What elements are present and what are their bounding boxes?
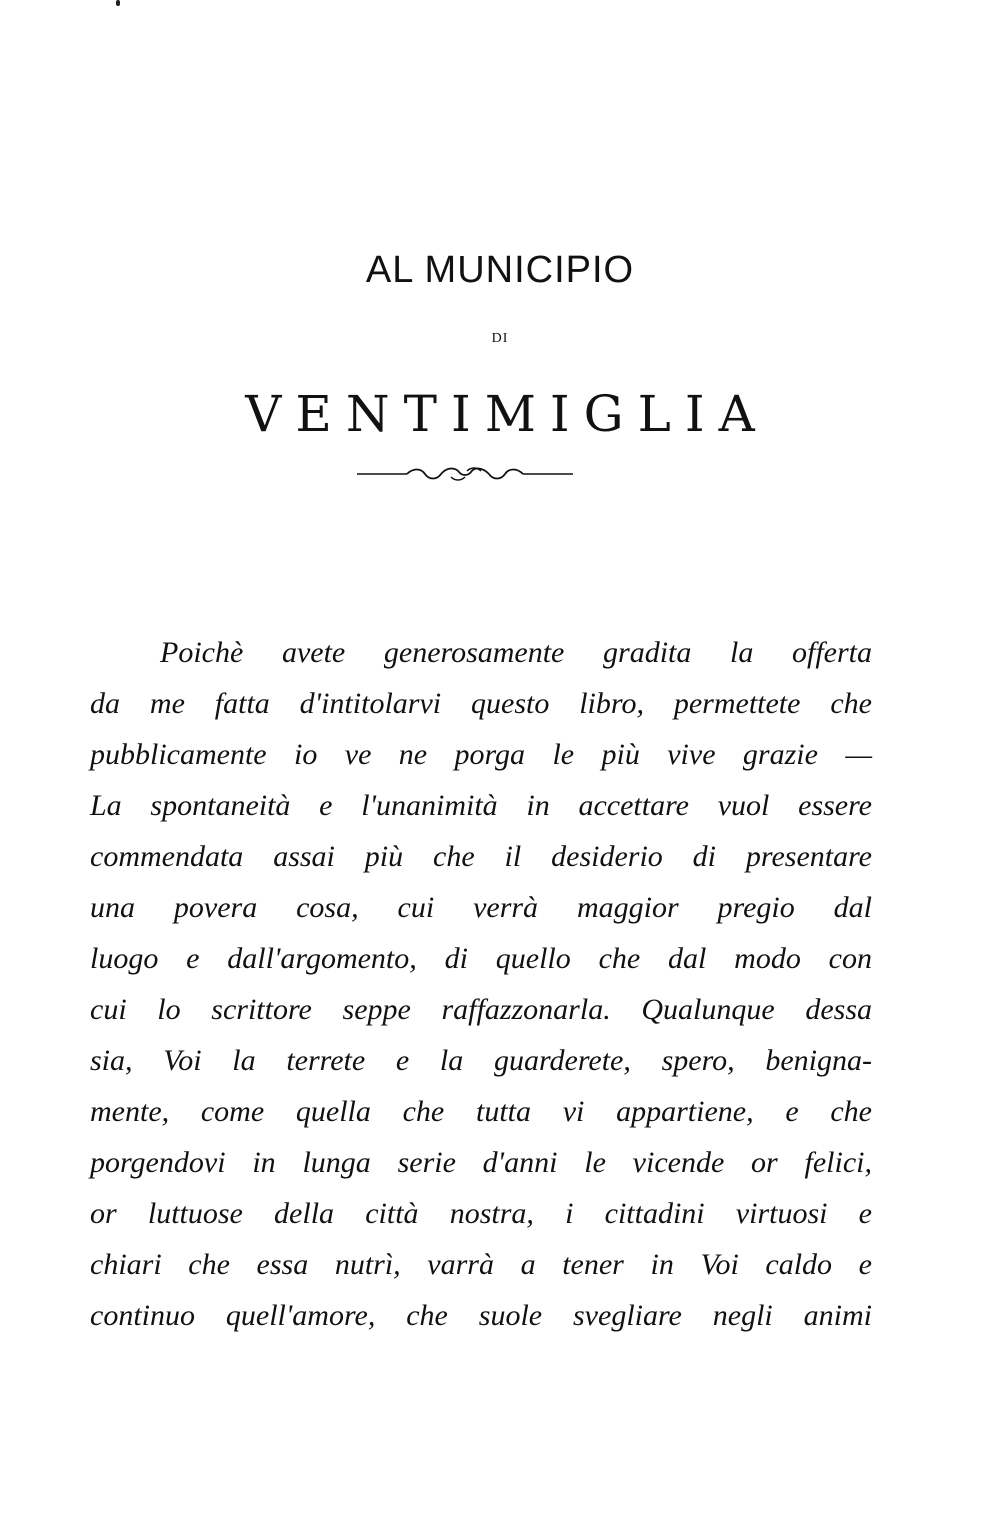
body-line: porgendovi in lunga serie d'anni le vicende or felici, bbox=[90, 1146, 872, 1179]
dedication-city: VENTIMIGLIA bbox=[245, 385, 769, 443]
body-line: luogo e dall'argomento, di quello che dal modo con bbox=[90, 942, 872, 975]
body-line: cui lo scrittore seppe raffazzonarla. Qualunque dessa bbox=[90, 993, 872, 1026]
body-line: chiari che essa nutrì, varrà a tener in Voi caldo e bbox=[90, 1248, 872, 1281]
body-line: da me fatta d'intitolarvi questo libro, permettete che bbox=[90, 687, 872, 720]
dedication-body bbox=[90, 627, 872, 1341]
body-line: mente, come quella che tutta vi appartiene, e che bbox=[90, 1095, 872, 1128]
dedication-preposition: DI bbox=[491, 331, 509, 346]
body-line: Poichè avete generosamente gradita la offerta bbox=[160, 636, 872, 669]
dedication-title: AL MUNICIPIO bbox=[365, 249, 635, 291]
body-line: continuo quell'amore, che suole svegliare negli animi bbox=[90, 1299, 872, 1332]
decorative-rule-icon bbox=[355, 462, 575, 486]
body-line: La spontaneità e l'unanimità in accettare vuol essere bbox=[90, 789, 872, 822]
body-line: or luttuose della città nostra, i cittadini virtuosi e bbox=[90, 1197, 872, 1230]
scan-speck bbox=[116, 0, 120, 6]
body-line: pubblicamente io ve ne porga le più vive grazie — bbox=[90, 738, 872, 771]
body-line: una povera cosa, cui verrà maggior pregio dal bbox=[90, 891, 872, 924]
body-line: commendata assai più che il desiderio di presentare bbox=[90, 840, 872, 873]
body-line: sia, Voi la terrete e la guarderete, spero, benigna- bbox=[90, 1044, 872, 1077]
